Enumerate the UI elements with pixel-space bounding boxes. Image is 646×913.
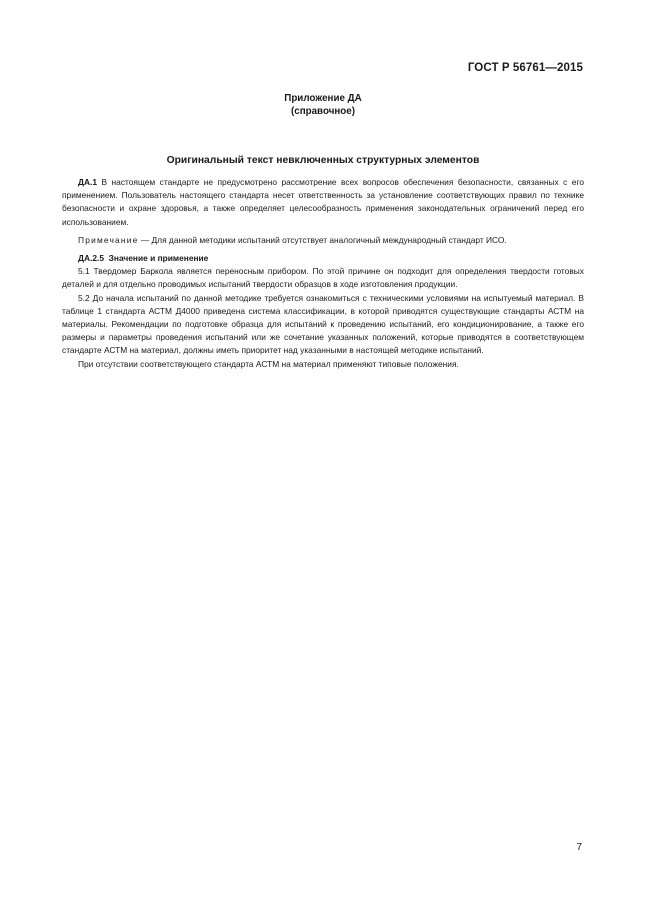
section-title: Оригинальный текст невключенных структурных элементов xyxy=(166,155,480,166)
appendix-subtitle: (справочное) xyxy=(291,106,355,117)
note-paragraph xyxy=(62,234,584,247)
subsection-title: Значение и применение xyxy=(108,253,209,264)
subsection-heading xyxy=(62,252,584,265)
paragraph-last: При отсутствии соответствующего стандарта АСТМ на материал применяют типовые положения. xyxy=(78,358,459,369)
appendix-heading xyxy=(0,92,646,118)
note-text: — Для данной методики испытаний отсутствует аналогичный международный стандарт ИСО. xyxy=(138,234,507,245)
paragraph-5-2: 5.2 До начала испытаний по данной методике требуется ознакомиться с техническими условиями на испытуемый материал. В таблице 1 стандарта АСТМ Д4000 приведена система классификации, в которой приводятся существующие стандарты АСТМ на материалы. Рекомендации по подготовке образца для испытаний к проведению испытаний, его кондиционирование, а также его размеры и параметры проведения испытаний или же сочетание указанных положений, которые приводятся в соответствующем стандарте АСТМ на материал, должны иметь приоритет над указанными в настоящей методике испытаний. xyxy=(62,292,584,356)
subsection-number: ДА.2.5 xyxy=(78,253,104,264)
appendix-title: Приложение ДА xyxy=(284,93,362,104)
note-label: Примечание xyxy=(78,234,139,245)
paragraph-text: В настоящем стандарте не предусмотрено рассмотрение всех вопросов обеспечения безопасности, связанных с его применением. Пользователь настоящего стандарта несет ответственность за установление соответствующих правил по технике безопасности и охране здоровья, а также определяет целесообразность применения законодательных ограничений перед его использованием. xyxy=(62,177,584,227)
document-body xyxy=(62,176,584,371)
paragraph-label: ДА.1 xyxy=(78,177,97,187)
page-number: 7 xyxy=(576,842,582,853)
standard-code: ГОСТ Р 56761—2015 xyxy=(467,62,583,74)
paragraph-5-1: 5.1 Твердомер Баркола является переносным прибором. По этой причине он подходит для определения твердости готовых деталей и для отдельно проводимых испытаний твердости образцов в ходе изготовления продукции. xyxy=(62,266,584,290)
paragraph-da1 xyxy=(62,176,584,229)
